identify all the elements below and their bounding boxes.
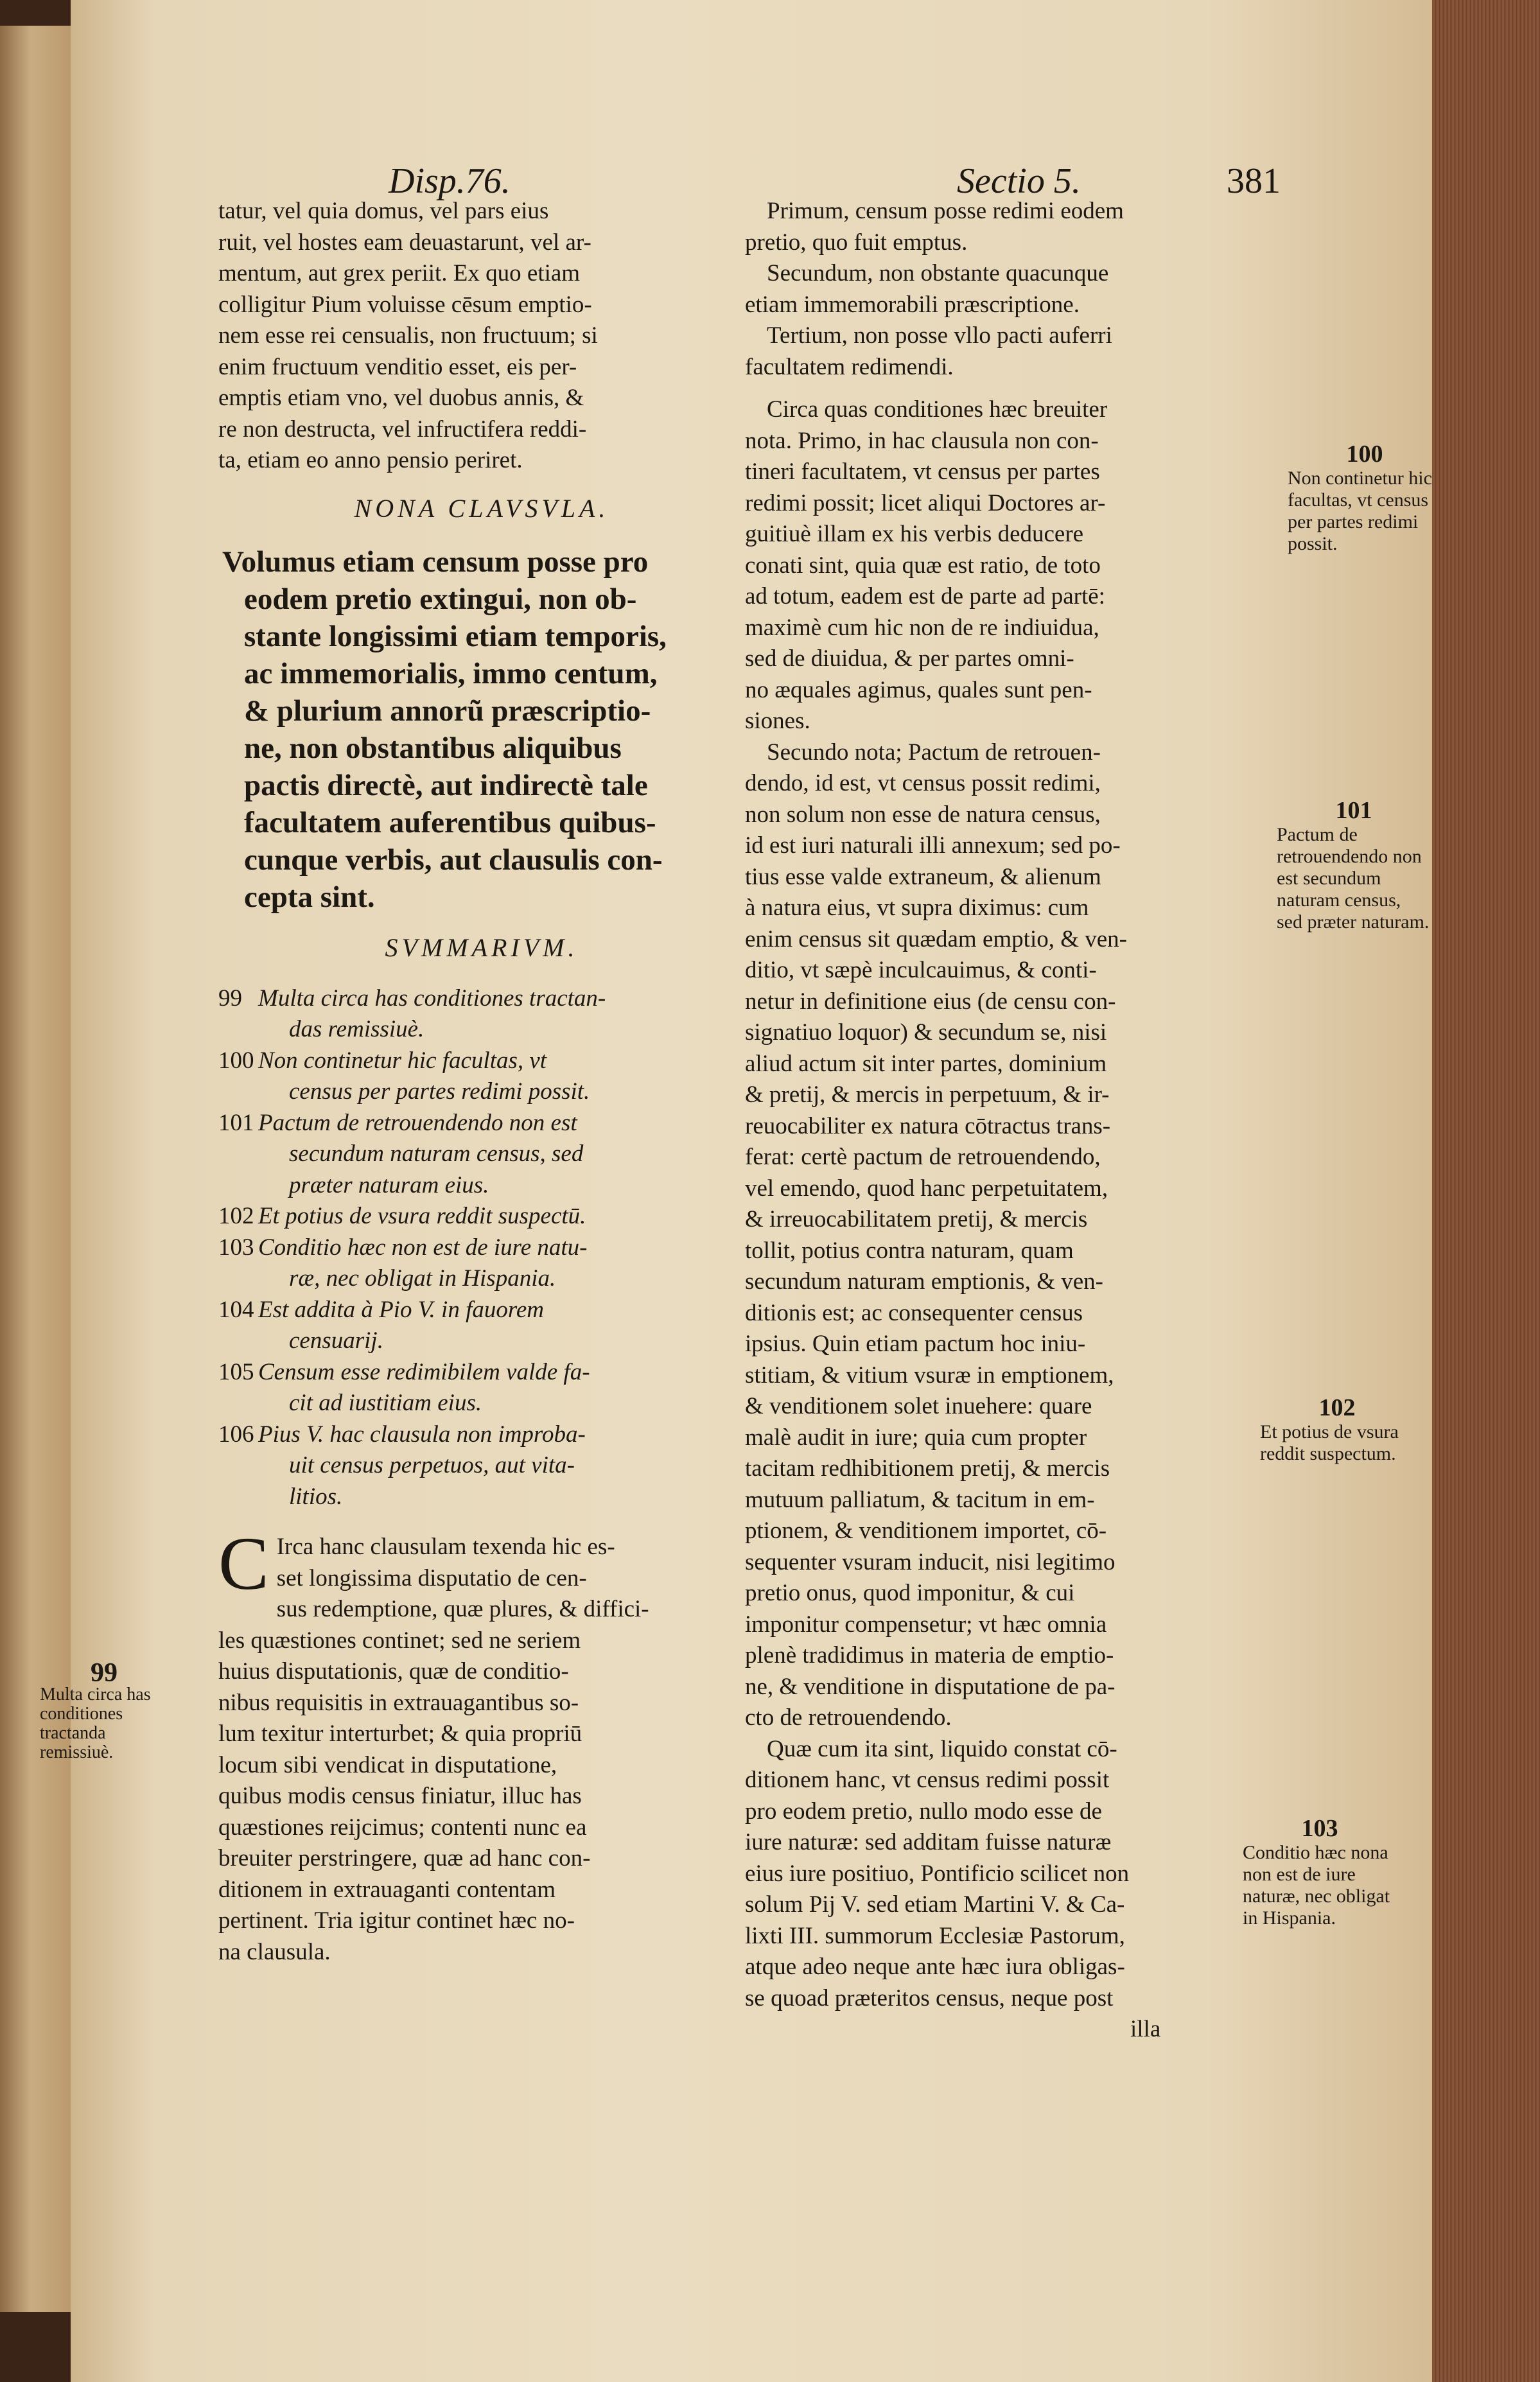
text-line: nem esse rei censualis, non fructuum; si	[218, 322, 598, 349]
text-line: quæstiones reijcimus; contenti nunc ea	[218, 1814, 587, 1841]
left-column	[218, 196, 745, 1968]
text-line: Secundo nota; Pactum de retrouen-	[767, 739, 1101, 766]
text-line: ne, & venditione in disputatione de pa-	[745, 1673, 1116, 1700]
clause-line: eodem pretio extingui, non ob-	[244, 582, 637, 616]
summary-number: 104	[218, 1296, 254, 1323]
text-line: id est iuri naturali illi annexum; sed po-	[745, 832, 1121, 859]
margin-note-102	[1260, 1394, 1414, 1465]
text-line: guitiuè illam ex his verbis deducere	[745, 521, 1084, 547]
text-line: & pretij, & mercis in perpetuum, & ir-	[745, 1082, 1110, 1108]
text-line: maximè cum hic non de re indiuidua,	[745, 614, 1099, 641]
running-head-left: Disp.76.	[389, 161, 511, 201]
text-line: stitiam, & vitium vsuræ in emptionem,	[745, 1362, 1114, 1388]
clause-line: cunque verbis, aut clausulis con-	[244, 843, 663, 877]
text-line: enim fructuum venditio esset, eis per-	[218, 353, 577, 380]
summary-number: 101	[218, 1109, 254, 1136]
text-line: se quoad præteritos census, neque post	[745, 1984, 1114, 2011]
text-line: reuocabiliter ex natura cōtractus trans-	[745, 1112, 1111, 1139]
summary-text: Et potius de vsura reddit suspectū.	[258, 1203, 586, 1229]
margin-note-text: Multa circa has conditiones tractanda remissiuè.	[40, 1685, 151, 1762]
text-line: pro eodem pretio, nullo modo esse de	[745, 1798, 1102, 1825]
summary-text: cit ad iustitiam eius.	[289, 1390, 482, 1416]
text-line: lixti III. summorum Ecclesiæ Pastorum,	[745, 1922, 1125, 1949]
text-line: sus redemptione, quæ plures, & diffici-	[276, 1596, 649, 1622]
clause-line: pactis directè, aut indirectè tale	[244, 769, 648, 802]
paragraph-conclusion	[745, 1734, 1272, 2045]
text-line: non solum non esse de natura census,	[745, 801, 1101, 828]
text-line: Irca hanc clausulam texenda hic es-	[276, 1534, 615, 1560]
summary-text: Est addita à Pio V. in fauorem	[258, 1296, 545, 1323]
text-line: colligitur Pium voluisse cēsum emptio-	[218, 291, 592, 318]
text-line: breuiter perstringere, quæ ad hanc con-	[218, 1845, 591, 1871]
text-line: eius iure positiuo, Pontificio scilicet non	[745, 1860, 1130, 1887]
summary-text: Multa circa has conditiones tractan-	[258, 985, 606, 1011]
text-line: enim census sit quædam emptio, & ven-	[745, 925, 1127, 952]
text-line: quibus modis census finiatur, illuc has	[218, 1783, 582, 1809]
text-line: ditionem hanc, vt census redimi possit	[745, 1767, 1110, 1793]
summary-item	[218, 983, 745, 1046]
summary-text: ræ, nec obligat in Hispania.	[289, 1265, 556, 1292]
summary-text: Pius V. hac clausula non improba-	[258, 1421, 586, 1448]
text-line: sequenter vsuram inducit, nisi legitimo	[745, 1548, 1116, 1575]
clause-line: cepta sint.	[244, 880, 375, 914]
text-line: iure naturæ: sed additam fuisse naturæ	[745, 1829, 1112, 1855]
summary-item	[218, 1232, 745, 1295]
text-line: nibus requisitis in extrauagantibus so-	[218, 1689, 579, 1716]
text-line: ferat: certè pactum de retrouendendo,	[745, 1144, 1101, 1170]
text-line: set longissima disputatio de cen-	[276, 1564, 587, 1591]
text-line: tatur, vel quia domus, vel pars eius	[218, 198, 549, 224]
text-line: emptis etiam vno, vel duobus annis, &	[218, 385, 584, 411]
text-line: imponitur compensetur; vt hæc omnia	[745, 1611, 1107, 1638]
summary-number: 105	[218, 1358, 254, 1385]
summary-heading: SVMMARIVM.	[385, 933, 579, 962]
text-line: facultatem redimendi.	[745, 353, 954, 380]
text-line: sed de diuidua, & per partes omni-	[745, 645, 1074, 672]
text-line: siones.	[745, 708, 810, 734]
summary-text: præter naturam eius.	[289, 1171, 489, 1198]
margin-note-text: Et potius de vsura reddit suspectum.	[1260, 1421, 1399, 1464]
text-line: ptionem, & venditionem importet, cō-	[745, 1518, 1107, 1544]
summary-text: Conditio hæc non est de iure natu-	[258, 1234, 588, 1261]
summary-number: 102	[218, 1203, 254, 1229]
right-column	[745, 196, 1272, 2045]
margin-note-text: Non continetur hic facultas, vt census per partes redimi possit.	[1288, 468, 1432, 554]
text-line: mutuum palliatum, & tacitum in em-	[745, 1486, 1095, 1513]
summary-number: 100	[218, 1047, 254, 1074]
margin-note-number: 101	[1335, 797, 1372, 824]
summary-text: Pactum de retrouendendo non est	[258, 1109, 577, 1136]
text-line: ruit, vel hostes eam deuastarunt, vel ar-	[218, 229, 591, 256]
summary-number: 99	[218, 985, 242, 1011]
commentary-paragraph	[218, 1521, 745, 1968]
text-line: ditionem in extrauaganti contentam	[218, 1876, 556, 1903]
text-line: na clausula.	[218, 1938, 331, 1965]
text-line: conati sint, quia quæ est ratio, de toto	[745, 552, 1101, 579]
text-line: redimi possit; licet aliqui Doctores ar-	[745, 489, 1106, 516]
summary-text: uit census perpetuos, aut vita-	[289, 1452, 575, 1478]
text-line: tacitam redhibitionem pretij, & mercis	[745, 1455, 1110, 1482]
text-line: ditionis est; ac consequenter census	[745, 1299, 1083, 1326]
margin-note-number: 100	[1346, 441, 1383, 468]
text-line: vel emendo, quod hanc perpetuitatem,	[745, 1175, 1108, 1202]
text-line: nota. Primo, in hac clausula non con-	[745, 427, 1099, 454]
text-line: Quæ cum ita sint, liquido constat cō-	[767, 1735, 1117, 1762]
text-line: locum sibi vendicat in disputatione,	[218, 1751, 557, 1778]
text-line: Primum, censum posse redimi eodem	[767, 198, 1124, 224]
text-line: secundum naturam emptionis, & ven-	[745, 1268, 1103, 1295]
right-top-text	[745, 196, 1272, 383]
summary-item	[218, 1046, 745, 1108]
text-line: pertinent. Tria igitur continet hæc no-	[218, 1907, 575, 1934]
margin-note-text: Conditio hæc nona non est de iure naturæ, nec obligat in Hispania.	[1243, 1842, 1390, 1929]
summary-item	[218, 1108, 745, 1202]
text-line: Circa quas conditiones hæc breuiter	[767, 396, 1108, 423]
text-line: ad totum, eadem est de parte ad partē:	[745, 583, 1105, 609]
text-line: & venditionem solet inuehere: quare	[745, 1393, 1092, 1419]
text-line: solum Pij V. sed etiam Martini V. & Ca-	[745, 1891, 1125, 1918]
text-line: tineri facultatem, vt census per partes	[745, 459, 1100, 485]
text-line: mentum, aut grex periit. Ex quo etiam	[218, 260, 581, 286]
text-line: pretio onus, quod imponitur, & cui	[745, 1580, 1075, 1606]
text-line: atque adeo neque ante hæc iura obligas-	[745, 1954, 1125, 1980]
text-line: ditio, vt sæpè inculcauimus, & conti-	[745, 957, 1097, 983]
text-line: dendo, id est, vt census possit redimi,	[745, 770, 1101, 796]
summary-text: das remissiuè.	[289, 1016, 424, 1042]
paragraph-primo	[745, 394, 1272, 737]
text-line: & irreuocabilitatem pretij, & mercis	[745, 1206, 1088, 1232]
left-top-text	[218, 196, 745, 477]
summary-number: 106	[218, 1421, 254, 1448]
summary-item	[218, 1419, 745, 1513]
book-fore-edge	[1432, 0, 1540, 2382]
text-line: tius esse valde extraneum, & alienum	[745, 863, 1101, 890]
margin-note-number: 102	[1318, 1394, 1356, 1421]
text-line: signatiuo loquor) & secundum se, nisi	[745, 1019, 1107, 1046]
running-head-right: Sectio 5.	[957, 161, 1081, 201]
text-line: tollit, potius contra naturam, quam	[745, 1237, 1074, 1264]
summary-text: secundum naturam census, sed	[289, 1141, 584, 1167]
text-line: à natura eius, vt supra diximus: cum	[745, 895, 1089, 921]
clause-heading: NONA CLAVSVLA.	[354, 493, 609, 523]
text-line: plenè tradidimus in materia de emptio-	[745, 1642, 1114, 1668]
text-line: ta, etiam eo anno pensio periret.	[218, 447, 523, 473]
margin-note-99	[40, 1658, 168, 1762]
drop-capital: C	[218, 1521, 269, 1606]
text-line: netur in definitione eius (de censu con-	[745, 988, 1116, 1015]
clause-line: ac immemorialis, immo centum,	[244, 657, 658, 690]
margin-note-text: Pactum de retrouendendo non est secundum naturam census, sed præter naturam.	[1277, 824, 1430, 933]
summary-text: census per partes redimi possit.	[289, 1078, 590, 1105]
text-line: les quæstiones continet; sed ne seriem	[218, 1627, 581, 1654]
summary-text: Censum esse redimibilem valde fa-	[258, 1358, 590, 1385]
text-line: Tertium, non posse vllo pacti auferri	[767, 322, 1112, 349]
catchword: illa	[1130, 2016, 1161, 2042]
summary-text: litios.	[289, 1483, 343, 1510]
clause-line: & plurium annorũ præscriptio-	[244, 694, 651, 728]
margin-note-number: 103	[1301, 1815, 1338, 1842]
margin-note-103	[1243, 1817, 1397, 1929]
text-line: lum texitur interturbet; & quia propriū	[218, 1721, 582, 1747]
page-number: 381	[1227, 161, 1281, 201]
clause-line: facultatem auferentibus quibus-	[244, 806, 656, 839]
text-line: etiam immemorabili præscriptione.	[745, 291, 1080, 318]
summary-list	[218, 983, 745, 1513]
paragraph-secundo	[745, 737, 1272, 1734]
text-line: no æquales agimus, quales sunt pen-	[745, 676, 1092, 703]
margin-note-100	[1288, 443, 1442, 555]
margin-note-101	[1277, 797, 1431, 933]
text-line: Secundum, non obstante quacunque	[767, 260, 1109, 286]
summary-text: censuarij.	[289, 1327, 383, 1354]
text-line: pretio, quo fuit emptus.	[745, 229, 968, 256]
text-line: huius disputationis, quæ de conditio-	[218, 1658, 569, 1685]
clause-line: Volumus etiam censum posse pro	[222, 545, 649, 579]
clause-line: stante longissimi etiam temporis,	[244, 620, 667, 653]
clause-line: ne, non obstantibus aliquibus	[244, 731, 622, 765]
summary-item	[218, 1295, 745, 1357]
text-line: re non destructa, vel infructifera reddi-	[218, 416, 587, 442]
summary-text: Non continetur hic facultas, vt	[258, 1047, 547, 1074]
margin-note-number: 99	[91, 1658, 118, 1688]
summary-item	[218, 1201, 745, 1232]
text-line: ipsius. Quin etiam pactum hoc iniu-	[745, 1331, 1086, 1357]
text-line: malè audit in iure; quia cum propter	[745, 1424, 1087, 1451]
text-line: cto de retrouendendo.	[745, 1704, 952, 1731]
clause-text	[222, 543, 745, 916]
summary-number: 103	[218, 1234, 254, 1261]
text-line: aliud actum sit inter partes, dominium	[745, 1050, 1107, 1077]
summary-item	[218, 1357, 745, 1419]
previous-page-edge	[0, 26, 77, 2312]
